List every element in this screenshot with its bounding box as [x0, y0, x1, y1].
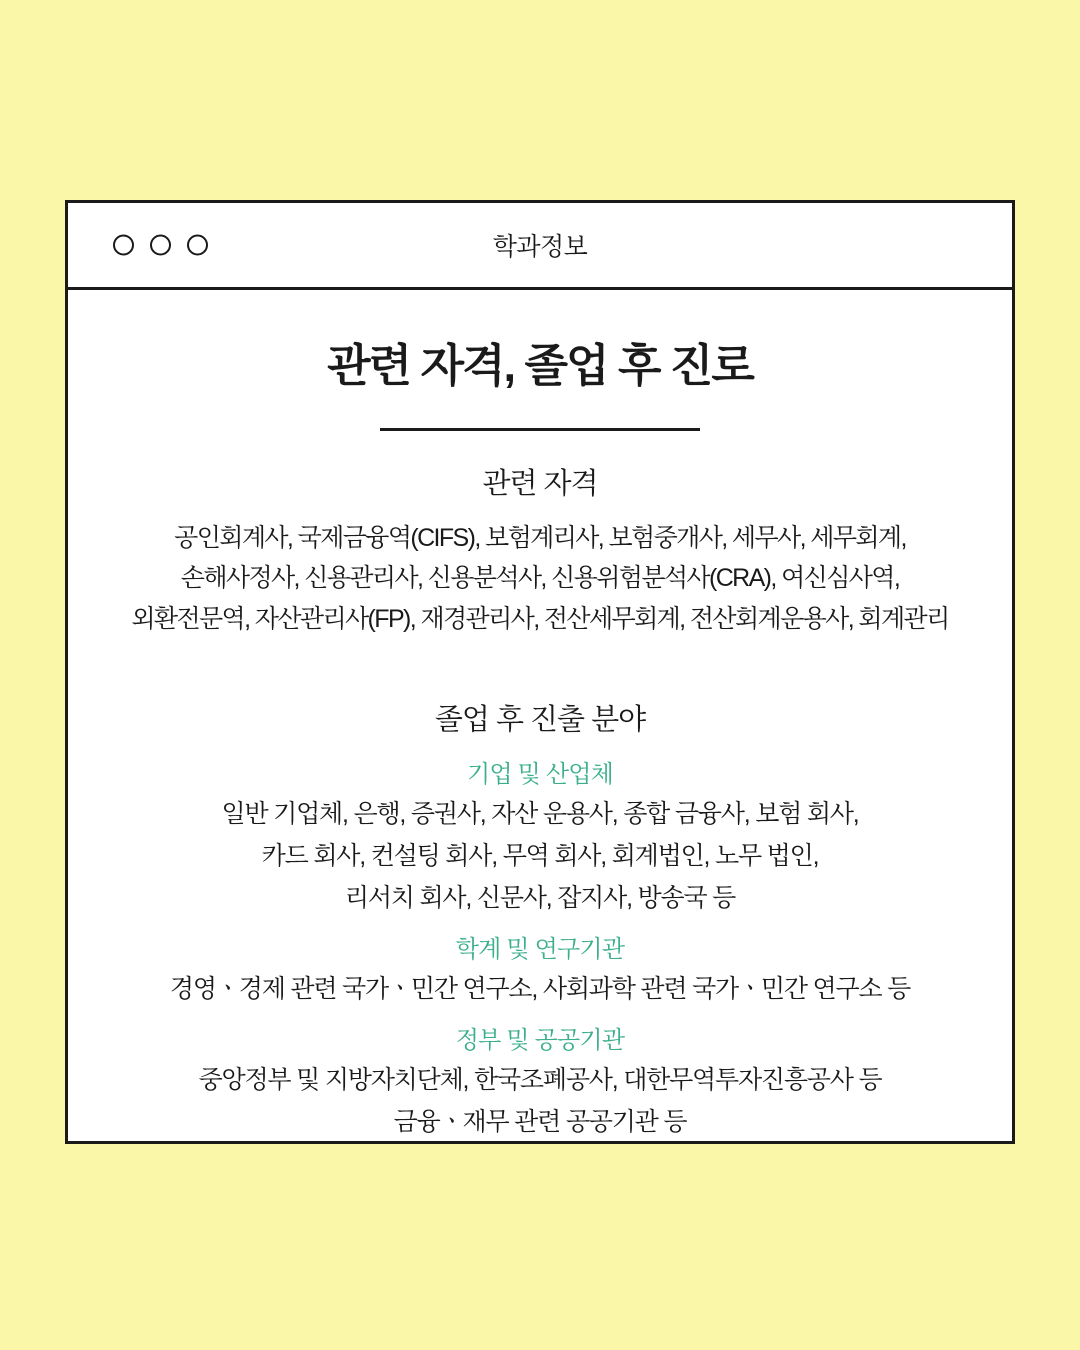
certifications-title: 관련 자격 — [482, 467, 598, 500]
minimize-dot-icon[interactable] — [150, 235, 171, 256]
window-title: 학과정보 — [492, 233, 588, 261]
career-group-line: 일반 기업체, 은행, 증권사, 자산 운용사, 종합 금융사, 보험 회사, — [221, 800, 859, 829]
career-group — [90, 1020, 990, 1143]
career-group-line: 리서치 회사, 신문사, 잡지사, 방송국 등 — [344, 884, 736, 913]
certifications-line: 손해사정사, 신용관리사, 신용분석사, 신용위험분석사(CRA), 여신심사역, — [180, 564, 900, 593]
career-group-line: 중앙정부 및 지방자치단체, 한국조폐공사, 대한무역투자진흥공사 등 — [198, 1066, 882, 1095]
career-title: 졸업 후 진출 분야 — [434, 704, 646, 737]
career-group — [90, 929, 990, 1010]
title-divider — [380, 428, 700, 431]
career-group-heading: 정부 및 공공기관 — [455, 1027, 625, 1055]
certifications-line: 외환전문역, 자산관리사(FP), 재경관리사, 전산세무회계, 전산회계운용사, 회계관리 — [131, 604, 949, 633]
page-title: 관련 자격, 졸업 후 진로 — [327, 340, 753, 391]
certifications-line: 공인회계사, 국제금융역(CIFS), 보험계리사, 보험중개사, 세무사, 세무회계, — [174, 523, 906, 552]
close-dot-icon[interactable] — [113, 235, 134, 256]
window-titlebar — [68, 203, 1012, 290]
career-section — [90, 697, 990, 1143]
career-group — [90, 754, 990, 919]
maximize-dot-icon[interactable] — [187, 235, 208, 256]
career-group-heading: 학계 및 연구기관 — [455, 936, 625, 964]
career-group-heading: 기업 및 산업체 — [466, 761, 614, 789]
info-card — [65, 200, 1015, 1144]
career-group-line: 카드 회사, 컨설팅 회사, 무역 회사, 회계법인, 노무 법인, — [261, 842, 819, 871]
certifications-section — [90, 461, 990, 640]
window-controls — [113, 235, 208, 256]
career-group-line: 경영ㆍ경제 관련 국가ㆍ민간 연구소, 사회과학 관련 국가ㆍ민간 연구소 등 — [169, 975, 911, 1004]
card-content — [68, 290, 1012, 1143]
career-group-line: 금융ㆍ재무 관련 공공기관 등 — [393, 1108, 687, 1137]
